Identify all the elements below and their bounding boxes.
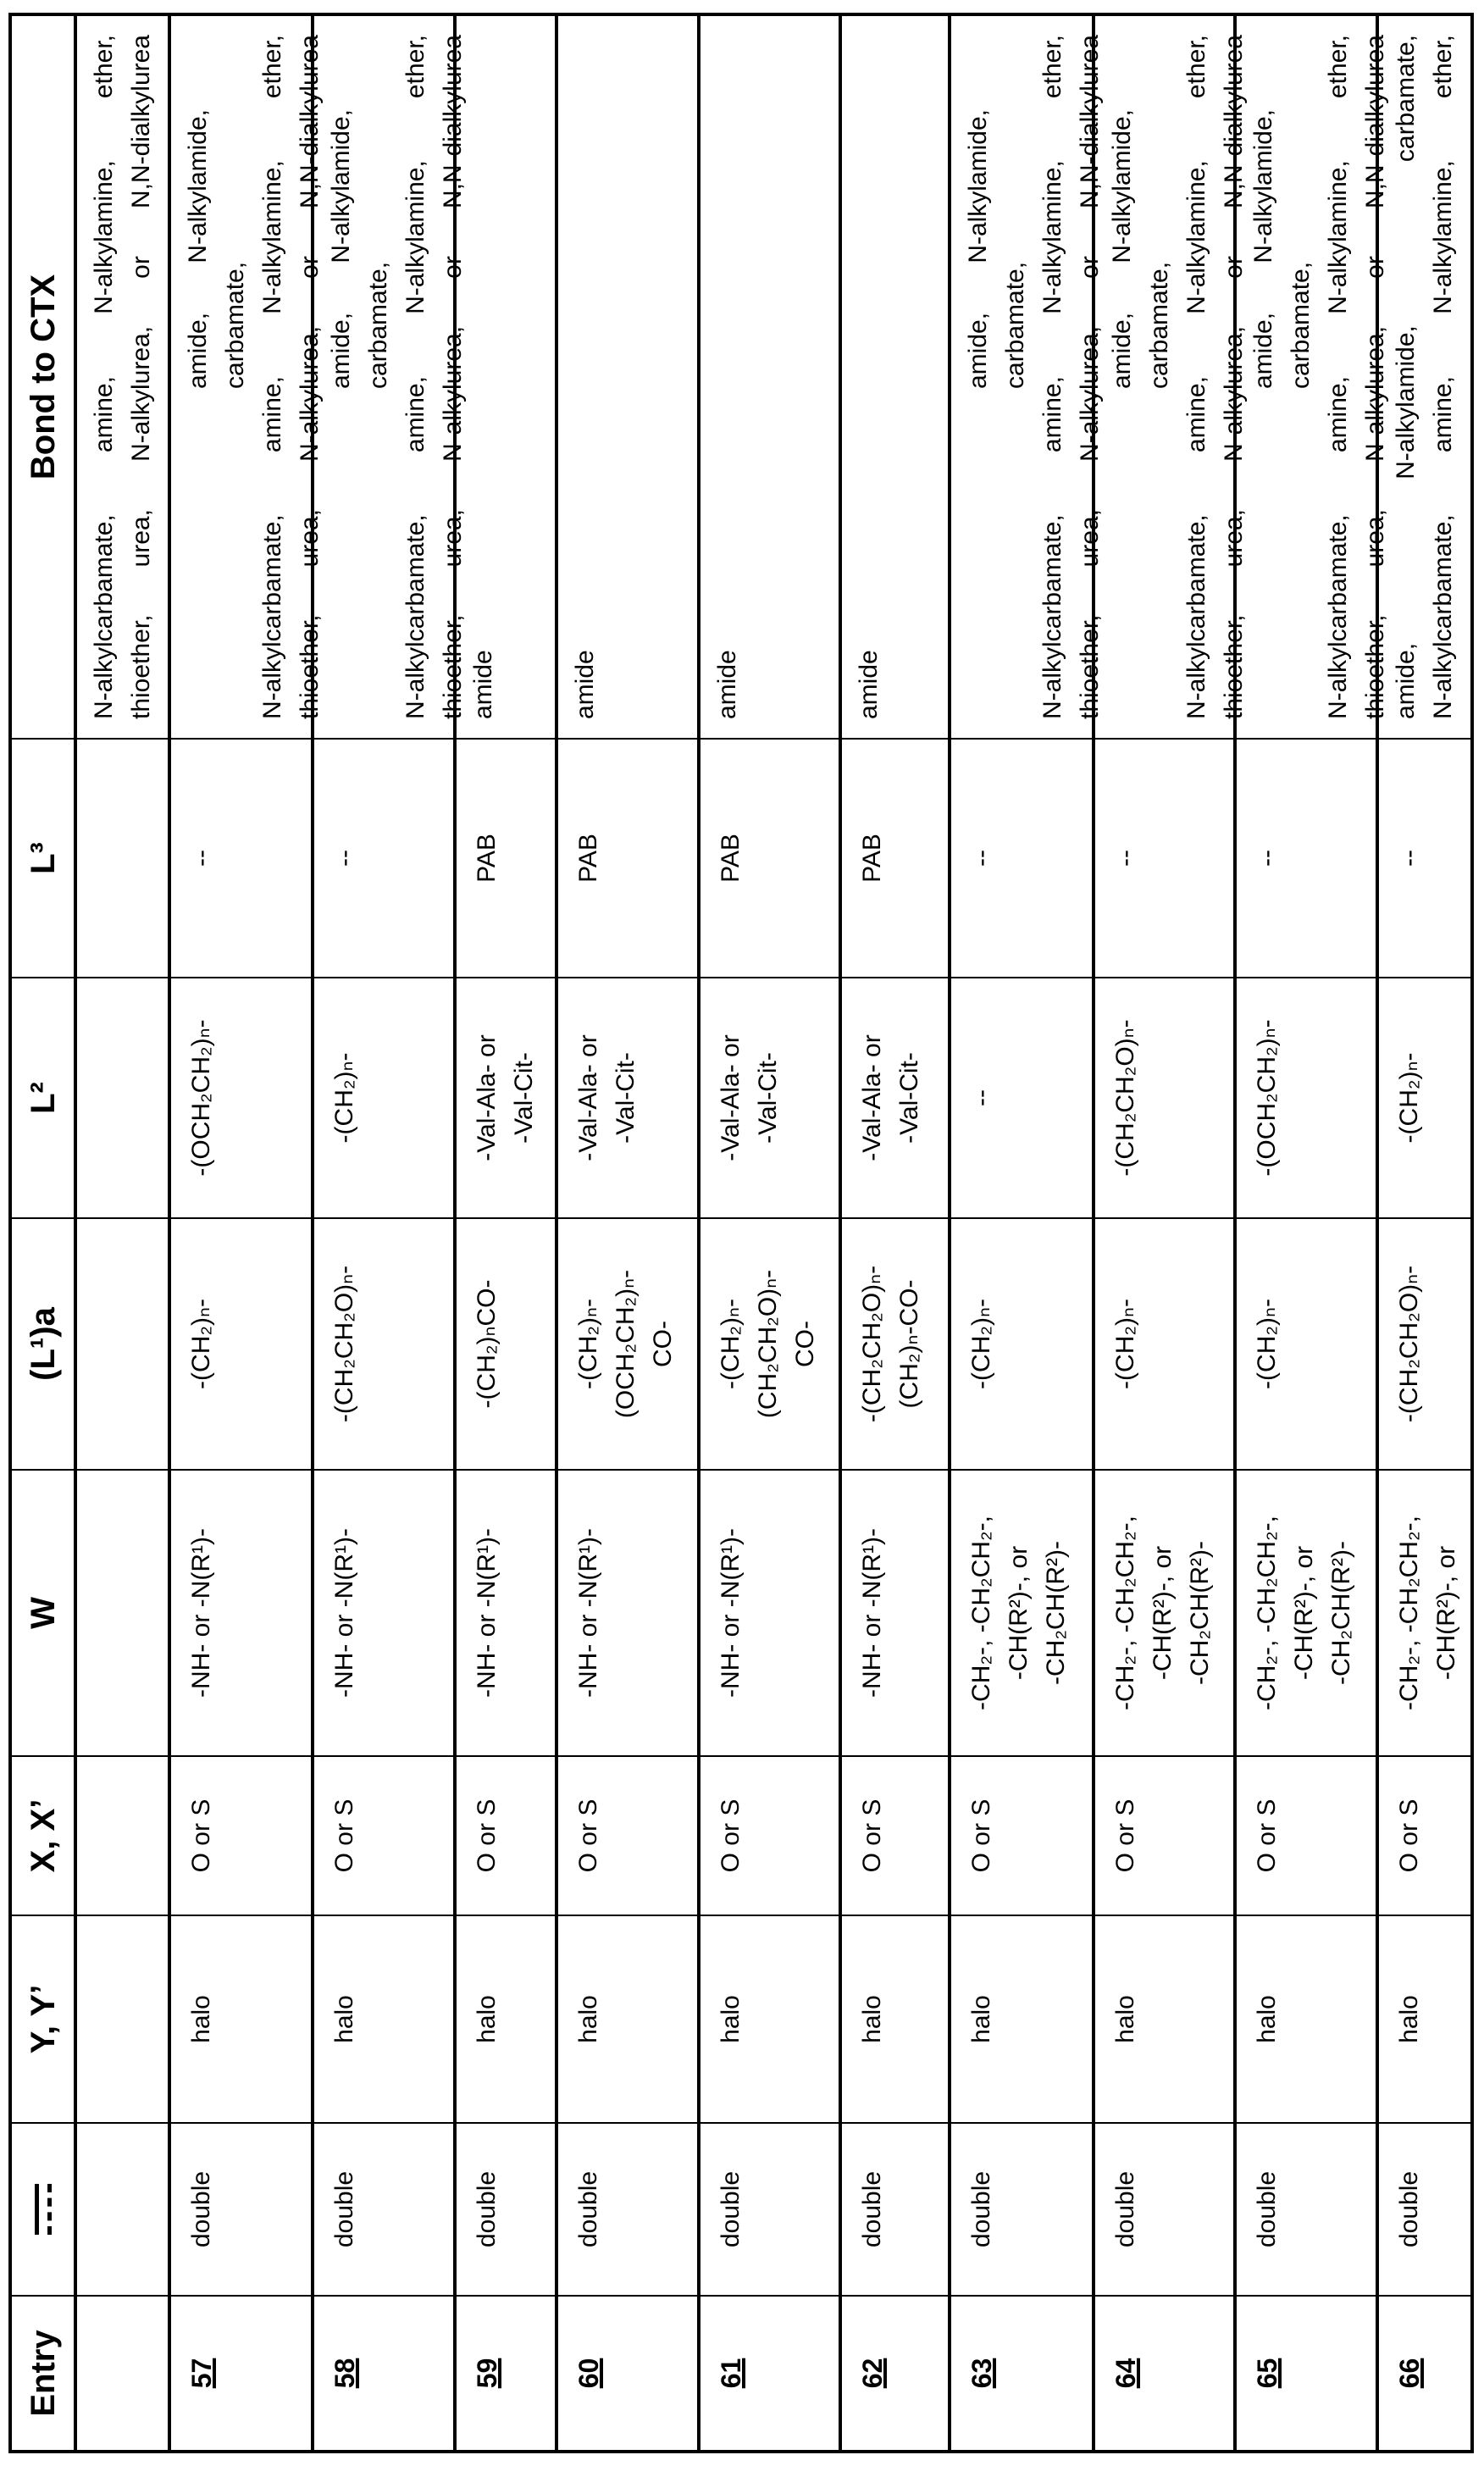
row-64-l3 (1095, 738, 1237, 977)
cell-line: thioether, urea, N-alkylurea, or N,N-dialkylurea (1071, 35, 1109, 719)
cell-line: -CH₂-, -CH₂CH₂-, (963, 1516, 1000, 1710)
row-62-y (842, 1915, 951, 2122)
row-59-entry (457, 2295, 558, 2450)
header-label: Bond to CTX (25, 274, 62, 479)
cell-line: -Val-Ala- or (468, 1034, 506, 1161)
cell-line: thioether, urea, N-alkylurea, or N,N-dialkylurea (1215, 35, 1253, 719)
cell-line: -(OCH₂CH₂)ₙ- (183, 1019, 220, 1176)
cell-line: -NH- or -N(R¹)- (326, 1528, 363, 1698)
cell-line: amide, N-alkylamide, carbamate, (1245, 35, 1320, 719)
cell-line: -(CH₂)ₙCO- (468, 1280, 506, 1409)
header-y (12, 1915, 77, 2122)
row-60-bond (558, 2122, 700, 2295)
row-59-ctx (457, 16, 558, 738)
entry-number: 60 (570, 2358, 607, 2389)
row-64-l2 (1095, 977, 1237, 1217)
row-60-l1a (558, 1217, 700, 1469)
cell-line: N-alkylcarbamate, amine, N-alkylamine, ether, (1034, 35, 1071, 719)
cell-line: -(CH₂)ₙ- (1107, 1299, 1144, 1389)
row-61-l2 (700, 977, 842, 1217)
cell-line: CO- (645, 1321, 682, 1367)
cell-line: (CH₂CH₂O)ₙ- (750, 1270, 787, 1418)
cell-line: -CH₂CH(R²)- (1323, 1541, 1360, 1685)
row-65-w (1237, 1469, 1379, 1755)
cell-value: -- (326, 850, 363, 867)
cell-line: -CH₂CH(R²)- (1182, 1541, 1219, 1685)
cell-line: -Val-Cit- (607, 1052, 645, 1144)
double-bond-symbol-icon (35, 2184, 52, 2235)
row-63-bond (951, 2122, 1095, 2295)
cell-line: -(CH₂CH₂O)ₙ- (1107, 1019, 1144, 1176)
cell-line: N-alkylcarbamate, amine, N-alkylamine, ether, (1178, 35, 1215, 719)
row-58-x (314, 1755, 457, 1915)
cell-value: halo (1391, 1995, 1428, 2043)
row-63-l2 (951, 977, 1095, 1217)
row-65-ctx (1237, 16, 1379, 738)
solid-line (35, 2184, 39, 2235)
cell-line: N-alkylcarbamate, amine, N-alkylamine, ether, (254, 35, 291, 719)
row-63-entry (951, 2295, 1095, 2450)
cell-line: -CH(R²)-, or (1286, 1546, 1323, 1680)
cell-line: -(CH₂CH₂O)ₙ- (854, 1266, 891, 1422)
cell-value: double (1107, 2171, 1144, 2247)
cell-value: O or S (1107, 1799, 1144, 1873)
cell-value: PAB (468, 834, 506, 883)
row-57-ctx (171, 16, 314, 738)
cell-value: halo (712, 1995, 750, 2043)
cell-value: -- (1391, 850, 1428, 867)
row-66-l1a (1379, 1217, 1470, 1469)
continuation-l3 (77, 738, 171, 977)
cell-line: -- (963, 1089, 1000, 1106)
cell-value: O or S (712, 1799, 750, 1873)
row-60-l2 (558, 977, 700, 1217)
cell-line: amide (567, 35, 604, 719)
cell-line: -NH- or -N(R¹)- (570, 1528, 607, 1698)
cell-line: amide (850, 35, 888, 719)
cell-line: amide (709, 35, 746, 719)
row-61-l1a (700, 1217, 842, 1469)
cell-line: -(CH₂CH₂O)ₙ- (1391, 1266, 1428, 1422)
cell-value: PAB (570, 834, 607, 883)
dashed-line (47, 2184, 52, 2235)
cell-line: -NH- or -N(R¹)- (712, 1528, 750, 1698)
cell-line: -NH- or -N(R¹)- (854, 1528, 891, 1698)
row-60-ctx (558, 16, 700, 738)
header-bond (12, 2122, 77, 2295)
cell-line: -Val-Ala- or (712, 1034, 750, 1161)
row-63-l1a (951, 1217, 1095, 1469)
header-label: L² (25, 1082, 62, 1114)
cell-value: double (183, 2171, 220, 2247)
header-l2 (12, 977, 77, 1217)
row-59-l2 (457, 977, 558, 1217)
row-60-w (558, 1469, 700, 1755)
row-65-bond (1237, 2122, 1379, 2295)
row-66-l2 (1379, 977, 1470, 1217)
row-63-ctx (951, 16, 1095, 738)
row-57-w (171, 1469, 314, 1755)
row-57-l1a (171, 1217, 314, 1469)
cell-line: -Val-Cit- (891, 1052, 928, 1144)
row-59-l3 (457, 738, 558, 977)
cell-line: -(CH₂)ₙ- (712, 1299, 750, 1389)
cell-value: double (854, 2171, 891, 2247)
row-58-l1a (314, 1217, 457, 1469)
row-58-entry (314, 2295, 457, 2450)
row-60-l3 (558, 738, 700, 977)
cell-value: double (468, 2171, 506, 2247)
row-59-x (457, 1755, 558, 1915)
cell-value: O or S (183, 1799, 220, 1873)
cell-value: double (963, 2171, 1000, 2247)
cell-line: -Val-Ala- or (570, 1034, 607, 1161)
row-61-x (700, 1755, 842, 1915)
row-62-ctx (842, 16, 951, 738)
row-58-bond (314, 2122, 457, 2295)
cell-value: double (326, 2171, 363, 2247)
row-64-y (1095, 1915, 1237, 2122)
cell-line: thioether, urea, N-alkylurea, or N,N-dialkylurea (291, 35, 329, 719)
header-label: Entry (25, 2330, 62, 2416)
cell-line: CO- (787, 1321, 824, 1367)
cell-line: -Val-Cit- (750, 1052, 787, 1144)
row-59-l1a (457, 1217, 558, 1469)
continuation-entry (77, 2295, 171, 2450)
row-65-l3 (1237, 738, 1379, 977)
cell-line: -(CH₂)ₙ- (570, 1299, 607, 1389)
cell-line: -CH₂-, -CH₂CH₂-, (1391, 1516, 1428, 1710)
cell-value: double (570, 2171, 607, 2247)
cell-line: -CH(R²)-, or (1144, 1546, 1182, 1680)
row-65-l2 (1237, 977, 1379, 1217)
row-66-ctx (1379, 16, 1470, 738)
entry-number: 62 (854, 2358, 891, 2389)
cell-value: -- (963, 850, 1000, 867)
row-61-entry (700, 2295, 842, 2450)
entry-number: 63 (963, 2358, 1000, 2389)
header-l3 (12, 738, 77, 977)
entry-number: 57 (183, 2358, 220, 2389)
cell-value: halo (326, 1995, 363, 2043)
cell-line: -CH(R²)-, or (1428, 1546, 1465, 1680)
row-66-entry (1379, 2295, 1470, 2450)
continuation-l2 (77, 977, 171, 1217)
row-65-x (1237, 1755, 1379, 1915)
row-57-y (171, 1915, 314, 2122)
cell-value: -- (183, 850, 220, 867)
cell-value: O or S (570, 1799, 607, 1873)
row-57-entry (171, 2295, 314, 2450)
cell-value: double (1249, 2171, 1286, 2247)
row-57-bond (171, 2122, 314, 2295)
cell-value: PAB (712, 834, 750, 883)
continuation-y (77, 1915, 171, 2122)
row-64-l1a (1095, 1217, 1237, 1469)
row-58-l2 (314, 977, 457, 1217)
row-57-l3 (171, 738, 314, 977)
row-64-x (1095, 1755, 1237, 1915)
cell-value: O or S (854, 1799, 891, 1873)
entry-number: 66 (1391, 2358, 1428, 2389)
cell-line: -(CH₂)ₙ- (183, 1299, 220, 1389)
cell-value: halo (570, 1995, 607, 2043)
cell-value: O or S (1391, 1799, 1428, 1873)
cell-line: -NH- or -N(R¹)- (468, 1528, 506, 1698)
row-66-x (1379, 1755, 1470, 1915)
cell-line: N-alkylcarbamate, amine, N-alkylamine, ether, (397, 35, 435, 719)
row-63-x (951, 1755, 1095, 1915)
cell-line: -(CH₂)ₙ- (963, 1299, 1000, 1389)
entry-number: 58 (326, 2358, 363, 2389)
continuation-w (77, 1469, 171, 1755)
row-61-ctx (700, 16, 842, 738)
cell-line: thioether, urea, N-alkylurea, or N,N-dialkylurea (1357, 35, 1394, 719)
row-64-entry (1095, 2295, 1237, 2450)
cell-value: halo (854, 1995, 891, 2043)
cell-line: -(CH₂)ₙ- (326, 1053, 363, 1144)
row-58-w (314, 1469, 457, 1755)
header-label: L³ (25, 842, 62, 874)
row-60-x (558, 1755, 700, 1915)
cell-line: amide, N-alkylamide, carbamate, (1104, 35, 1178, 719)
row-64-ctx (1095, 16, 1237, 738)
row-62-x (842, 1755, 951, 1915)
header-l1a (12, 1217, 77, 1469)
cell-line: N-alkylcarbamate, amine, N-alkylamine, ether, (1320, 35, 1357, 719)
row-59-y (457, 1915, 558, 2122)
cell-line: amide, N-alkylamide, carbamate, (960, 35, 1034, 719)
entry-number: 59 (468, 2358, 506, 2389)
continuation-ctx (77, 16, 171, 738)
cell-value: halo (963, 1995, 1000, 2043)
row-62-entry (842, 2295, 951, 2450)
cell-line: -CH₂CH(R²)- (1038, 1541, 1075, 1685)
cell-line: -(CH₂CH₂O)ₙ- (326, 1266, 363, 1422)
cell-line: -(CH₂)ₙ- (1391, 1053, 1428, 1144)
header-label: (L¹)a (25, 1307, 62, 1381)
row-58-y (314, 1915, 457, 2122)
cell-value: halo (468, 1995, 506, 2043)
cell-line: N-alkylcarbamate, amine, N-alkylamine, ether, (86, 35, 123, 719)
cell-line: -NH- or -N(R¹)- (183, 1528, 220, 1698)
row-65-y (1237, 1915, 1379, 2122)
row-61-l3 (700, 738, 842, 977)
compound-table (8, 13, 1474, 2453)
row-57-x (171, 1755, 314, 1915)
header-entry (12, 2295, 77, 2450)
row-60-entry (558, 2295, 700, 2450)
cell-value: halo (1107, 1995, 1144, 2043)
entry-number: 64 (1107, 2358, 1144, 2389)
cell-value: O or S (1249, 1799, 1286, 1873)
row-59-bond (457, 2122, 558, 2295)
continuation-bond (77, 2122, 171, 2295)
row-65-entry (1237, 2295, 1379, 2450)
cell-value: PAB (854, 834, 891, 883)
cell-value: -- (1107, 850, 1144, 867)
row-58-l3 (314, 738, 457, 977)
row-61-w (700, 1469, 842, 1755)
row-62-l1a (842, 1217, 951, 1469)
row-66-y (1379, 1915, 1470, 2122)
cell-line: (CH₂)ₙ-CO- (891, 1280, 928, 1409)
row-58-ctx (314, 16, 457, 738)
row-65-l1a (1237, 1217, 1379, 1469)
row-66-w (1379, 1469, 1470, 1755)
cell-line: -CH₂-, -CH₂CH₂-, (1107, 1516, 1144, 1710)
cell-value: O or S (468, 1799, 506, 1873)
cell-line: N-alkylcarbamate, amine, N-alkylamine, ether, (1425, 35, 1462, 719)
header-x (12, 1755, 77, 1915)
cell-value: O or S (963, 1799, 1000, 1873)
cell-line: -(OCH₂CH₂)ₙ- (1249, 1019, 1286, 1176)
entry-number: 61 (712, 2358, 750, 2389)
cell-line: -Val-Cit- (506, 1052, 543, 1144)
row-57-l2 (171, 977, 314, 1217)
row-63-w (951, 1469, 1095, 1755)
header-label: Y, Y’ (25, 1985, 62, 2054)
row-61-bond (700, 2122, 842, 2295)
continuation-l1a (77, 1217, 171, 1469)
header-label: X, X’ (25, 1799, 62, 1873)
cell-line: -CH₂-, -CH₂CH₂-, (1249, 1516, 1286, 1710)
header-w (12, 1469, 77, 1755)
continuation-x (77, 1755, 171, 1915)
row-61-y (700, 1915, 842, 2122)
cell-line: thioether, urea, N-alkylurea, or N,N-dialkylurea (123, 35, 160, 719)
cell-line: amide, N-alkylamide, carbamate, (323, 35, 397, 719)
cell-value: -- (1249, 850, 1286, 867)
row-66-bond (1379, 2122, 1470, 2295)
cell-value: double (1391, 2171, 1428, 2247)
cell-value: halo (1249, 1995, 1286, 2043)
row-66-l3 (1379, 738, 1470, 977)
cell-line: -CH(R²)-, or (1000, 1546, 1038, 1680)
row-60-y (558, 1915, 700, 2122)
cell-line: amide (465, 35, 502, 719)
row-63-y (951, 1915, 1095, 2122)
row-64-bond (1095, 2122, 1237, 2295)
cell-value: O or S (326, 1799, 363, 1873)
header-label: W (25, 1597, 62, 1629)
row-62-bond (842, 2122, 951, 2295)
cell-value: halo (183, 1995, 220, 2043)
row-62-l3 (842, 738, 951, 977)
cell-value: double (712, 2171, 750, 2247)
cell-line: thioether, urea, N-alkylurea, or N,N-dialkylurea (435, 35, 472, 719)
row-64-w (1095, 1469, 1237, 1755)
entry-number: 65 (1249, 2358, 1286, 2389)
header-ctx (12, 16, 77, 738)
cell-line: -(CH₂)ₙ- (1249, 1299, 1286, 1389)
cell-line: amide, N-alkylamide, carbamate, (1387, 35, 1425, 719)
cell-line: (OCH₂CH₂)ₙ- (607, 1270, 645, 1418)
row-62-l2 (842, 977, 951, 1217)
row-63-l3 (951, 738, 1095, 977)
row-59-w (457, 1469, 558, 1755)
row-62-w (842, 1469, 951, 1755)
cell-line: amide, N-alkylamide, carbamate, (180, 35, 254, 719)
cell-line: -Val-Ala- or (854, 1034, 891, 1161)
